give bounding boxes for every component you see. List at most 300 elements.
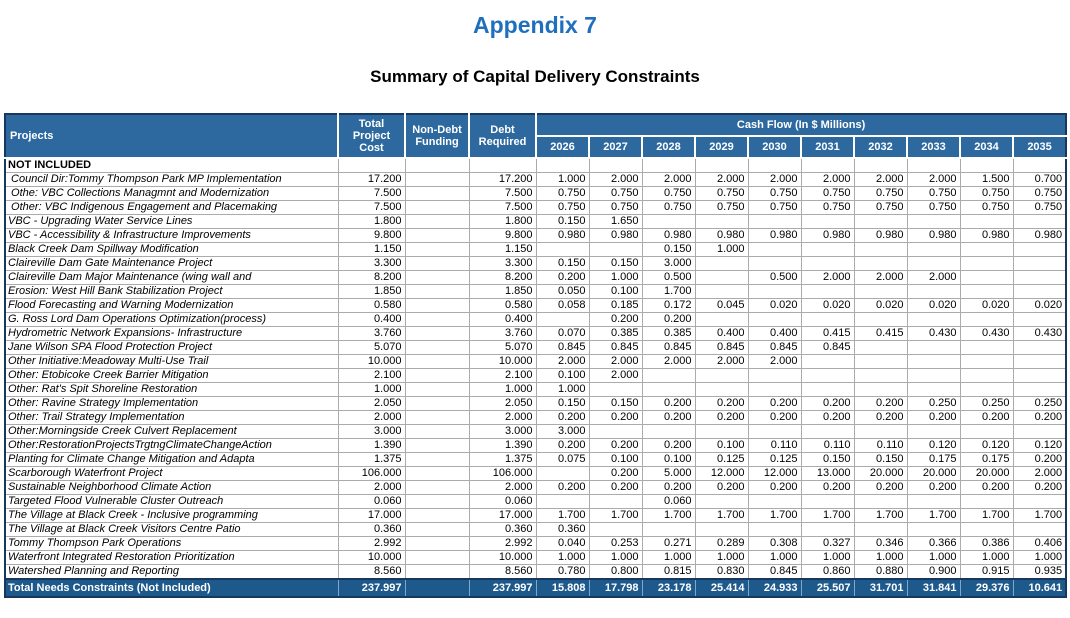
table-row xyxy=(5,243,1066,257)
col-header-projects: Projects xyxy=(5,114,338,158)
col-header-year: 2035 xyxy=(1013,136,1066,158)
table-row xyxy=(5,257,1066,271)
value-cell xyxy=(1013,215,1066,229)
value-cell xyxy=(960,383,1013,397)
project-name-cell: VBC - Upgrading Water Service Lines xyxy=(5,215,338,229)
value-cell xyxy=(405,509,469,523)
value-cell xyxy=(405,565,469,580)
value-cell: 0.750 xyxy=(695,201,748,215)
value-cell xyxy=(405,299,469,313)
value-cell xyxy=(469,158,536,173)
value-cell: 0.750 xyxy=(960,201,1013,215)
table-row xyxy=(5,495,1066,509)
value-cell xyxy=(1013,495,1066,509)
value-cell: 0.800 xyxy=(589,565,642,580)
value-cell xyxy=(907,495,960,509)
value-cell: 0.406 xyxy=(1013,537,1066,551)
value-cell: 3.760 xyxy=(338,327,405,341)
value-cell: 0.360 xyxy=(536,523,589,537)
value-cell xyxy=(536,495,589,509)
section-row xyxy=(5,158,1066,173)
value-cell: 1.375 xyxy=(469,453,536,467)
value-cell xyxy=(1013,243,1066,257)
value-cell xyxy=(854,355,907,369)
value-cell: 0.050 xyxy=(536,285,589,299)
value-cell xyxy=(854,383,907,397)
value-cell: 1.390 xyxy=(469,439,536,453)
value-cell: 0.040 xyxy=(536,537,589,551)
project-name-cell: Tommy Thompson Park Operations xyxy=(5,537,338,551)
value-cell: 20.000 xyxy=(960,467,1013,481)
value-cell xyxy=(1013,369,1066,383)
table-row xyxy=(5,369,1066,383)
value-cell xyxy=(907,523,960,537)
value-cell xyxy=(589,425,642,439)
value-cell xyxy=(854,243,907,257)
value-cell: 0.200 xyxy=(748,481,801,495)
value-cell xyxy=(589,523,642,537)
table-row xyxy=(5,173,1066,187)
table-row xyxy=(5,355,1066,369)
value-cell: 13.000 xyxy=(801,467,854,481)
value-cell xyxy=(854,341,907,355)
value-cell xyxy=(338,158,405,173)
value-cell: 31.701 xyxy=(854,579,907,597)
value-cell: 5.070 xyxy=(338,341,405,355)
value-cell xyxy=(405,271,469,285)
value-cell: 2.000 xyxy=(854,173,907,187)
value-cell: 0.415 xyxy=(801,327,854,341)
value-cell: 0.400 xyxy=(469,313,536,327)
value-cell: 0.125 xyxy=(695,453,748,467)
value-cell: 0.058 xyxy=(536,299,589,313)
value-cell: 0.200 xyxy=(589,313,642,327)
value-cell: 2.000 xyxy=(695,173,748,187)
value-cell xyxy=(405,313,469,327)
value-cell: 0.750 xyxy=(589,187,642,201)
value-cell xyxy=(748,369,801,383)
value-cell xyxy=(589,158,642,173)
value-cell: 237.997 xyxy=(338,579,405,597)
value-cell: 8.560 xyxy=(338,565,405,580)
col-header-year: 2028 xyxy=(642,136,695,158)
value-cell xyxy=(1013,313,1066,327)
value-cell: 0.580 xyxy=(469,299,536,313)
table-row xyxy=(5,467,1066,481)
value-cell: 17.798 xyxy=(589,579,642,597)
value-cell xyxy=(854,495,907,509)
value-cell: 0.253 xyxy=(589,537,642,551)
value-cell: 8.200 xyxy=(338,271,405,285)
table-body xyxy=(5,158,1066,579)
value-cell xyxy=(801,425,854,439)
value-cell: 0.750 xyxy=(907,201,960,215)
value-cell: 1.700 xyxy=(1013,509,1066,523)
value-cell xyxy=(405,158,469,173)
value-cell xyxy=(907,355,960,369)
value-cell xyxy=(907,243,960,257)
project-name-cell: Scarborough Waterfront Project xyxy=(5,467,338,481)
value-cell: 0.815 xyxy=(642,565,695,580)
value-cell: 0.980 xyxy=(642,229,695,243)
value-cell: 1.650 xyxy=(589,215,642,229)
value-cell: 0.100 xyxy=(642,453,695,467)
value-cell: 106.000 xyxy=(469,467,536,481)
value-cell xyxy=(405,551,469,565)
page-subtitle: Summary of Capital Delivery Constraints xyxy=(370,67,700,86)
table-row xyxy=(5,523,1066,537)
value-cell: 0.100 xyxy=(589,285,642,299)
value-cell xyxy=(695,313,748,327)
value-cell xyxy=(405,467,469,481)
project-name-cell: Erosion: West Hill Bank Stabilization Project xyxy=(5,285,338,299)
value-cell: 1.000 xyxy=(960,551,1013,565)
value-cell: 0.400 xyxy=(695,327,748,341)
value-cell: 0.915 xyxy=(960,565,1013,580)
table-row xyxy=(5,411,1066,425)
value-cell xyxy=(960,495,1013,509)
project-name-cell: Other:Morningside Creek Culvert Replacement xyxy=(5,425,338,439)
value-cell xyxy=(907,257,960,271)
project-name-cell: Claireville Dam Gate Maintenance Project xyxy=(5,257,338,271)
value-cell: 2.000 xyxy=(748,173,801,187)
value-cell: 1.375 xyxy=(338,453,405,467)
value-cell: 0.200 xyxy=(801,397,854,411)
value-cell: 0.150 xyxy=(854,453,907,467)
value-cell: 0.750 xyxy=(960,187,1013,201)
value-cell: 1.000 xyxy=(536,383,589,397)
value-cell: 0.200 xyxy=(589,481,642,495)
value-cell: 0.185 xyxy=(589,299,642,313)
value-cell: 0.020 xyxy=(907,299,960,313)
value-cell: 20.000 xyxy=(854,467,907,481)
project-name-cell: Other: Etobicoke Creek Barrier Mitigation xyxy=(5,369,338,383)
value-cell: 0.980 xyxy=(748,229,801,243)
value-cell: 0.845 xyxy=(642,341,695,355)
value-cell: 0.200 xyxy=(854,411,907,425)
value-cell: 0.200 xyxy=(536,481,589,495)
value-cell xyxy=(642,425,695,439)
value-cell xyxy=(405,257,469,271)
value-cell: 0.020 xyxy=(748,299,801,313)
value-cell: 1.700 xyxy=(536,509,589,523)
value-cell: 0.750 xyxy=(748,187,801,201)
value-cell xyxy=(536,313,589,327)
value-cell: 2.000 xyxy=(748,355,801,369)
value-cell xyxy=(907,425,960,439)
value-cell: 0.366 xyxy=(907,537,960,551)
value-cell xyxy=(1013,425,1066,439)
value-cell: 0.150 xyxy=(536,397,589,411)
value-cell: 2.000 xyxy=(801,173,854,187)
value-cell xyxy=(960,285,1013,299)
value-cell: 0.750 xyxy=(536,187,589,201)
table-row xyxy=(5,341,1066,355)
value-cell: 1.700 xyxy=(642,285,695,299)
value-cell: 0.150 xyxy=(589,397,642,411)
project-name-cell: Other: Rat's Spit Shoreline Restoration xyxy=(5,383,338,397)
table-row xyxy=(5,327,1066,341)
value-cell xyxy=(801,313,854,327)
value-cell xyxy=(405,341,469,355)
value-cell: 2.050 xyxy=(469,397,536,411)
value-cell: 2.000 xyxy=(338,411,405,425)
value-cell xyxy=(854,425,907,439)
table-row xyxy=(5,383,1066,397)
value-cell: 2.000 xyxy=(695,355,748,369)
value-cell xyxy=(960,158,1013,173)
value-cell: 0.070 xyxy=(536,327,589,341)
value-cell: 1.700 xyxy=(960,509,1013,523)
value-cell xyxy=(748,257,801,271)
project-name-cell: Jane Wilson SPA Flood Protection Project xyxy=(5,341,338,355)
table-row xyxy=(5,481,1066,495)
col-header-year: 2030 xyxy=(748,136,801,158)
value-cell xyxy=(907,158,960,173)
value-cell xyxy=(536,467,589,481)
col-header-year: 2027 xyxy=(589,136,642,158)
page-title: Appendix 7 xyxy=(473,12,597,38)
value-cell: 0.271 xyxy=(642,537,695,551)
value-cell xyxy=(1013,158,1066,173)
value-cell: 0.750 xyxy=(536,201,589,215)
value-cell: 0.935 xyxy=(1013,565,1066,580)
value-cell: 1.000 xyxy=(338,383,405,397)
value-cell: 0.750 xyxy=(854,201,907,215)
table-row xyxy=(5,313,1066,327)
value-cell xyxy=(907,215,960,229)
col-header-year: 2029 xyxy=(695,136,748,158)
project-name-cell: G. Ross Lord Dam Operations Optimization(process) xyxy=(5,313,338,327)
value-cell xyxy=(748,313,801,327)
value-cell: 0.200 xyxy=(695,411,748,425)
value-cell: 1.000 xyxy=(536,551,589,565)
table-row xyxy=(5,537,1066,551)
value-cell: 5.070 xyxy=(469,341,536,355)
value-cell xyxy=(960,313,1013,327)
value-cell xyxy=(405,411,469,425)
value-cell: 0.200 xyxy=(748,411,801,425)
value-cell xyxy=(1013,523,1066,537)
value-cell xyxy=(907,313,960,327)
col-header-year: 2026 xyxy=(536,136,589,158)
value-cell: 0.200 xyxy=(801,411,854,425)
value-cell xyxy=(405,481,469,495)
table-row xyxy=(5,509,1066,523)
value-cell: 0.120 xyxy=(1013,439,1066,453)
value-cell xyxy=(695,271,748,285)
project-name-cell: Other: Ravine Strategy Implementation xyxy=(5,397,338,411)
value-cell: 2.000 xyxy=(469,411,536,425)
value-cell xyxy=(907,341,960,355)
value-cell xyxy=(1013,355,1066,369)
value-cell xyxy=(695,523,748,537)
value-cell: 0.172 xyxy=(642,299,695,313)
value-cell: 0.385 xyxy=(642,327,695,341)
table-row xyxy=(5,551,1066,565)
value-cell xyxy=(748,523,801,537)
value-cell: 0.060 xyxy=(338,495,405,509)
value-cell xyxy=(642,523,695,537)
value-cell: 1.000 xyxy=(907,551,960,565)
value-cell: 0.900 xyxy=(907,565,960,580)
value-cell xyxy=(907,383,960,397)
table-row xyxy=(5,229,1066,243)
value-cell: 0.020 xyxy=(1013,299,1066,313)
value-cell xyxy=(854,523,907,537)
value-cell xyxy=(1013,383,1066,397)
value-cell xyxy=(801,285,854,299)
value-cell: 0.110 xyxy=(801,439,854,453)
value-cell xyxy=(801,523,854,537)
value-cell xyxy=(748,425,801,439)
col-header-debt-required: Debt Required xyxy=(469,114,536,158)
value-cell: 0.200 xyxy=(695,397,748,411)
value-cell: 0.860 xyxy=(801,565,854,580)
value-cell: 0.845 xyxy=(748,565,801,580)
value-cell: 0.045 xyxy=(695,299,748,313)
value-cell: 0.200 xyxy=(642,411,695,425)
value-cell: 24.933 xyxy=(748,579,801,597)
value-cell: 0.060 xyxy=(469,495,536,509)
value-cell xyxy=(960,243,1013,257)
value-cell xyxy=(748,383,801,397)
value-cell: 1.800 xyxy=(469,215,536,229)
value-cell: 0.020 xyxy=(960,299,1013,313)
value-cell: 2.992 xyxy=(338,537,405,551)
value-cell: 7.500 xyxy=(469,201,536,215)
value-cell xyxy=(695,383,748,397)
value-cell: 1.700 xyxy=(801,509,854,523)
value-cell: 31.841 xyxy=(907,579,960,597)
value-cell: 0.200 xyxy=(960,481,1013,495)
value-cell: 0.980 xyxy=(960,229,1013,243)
value-cell xyxy=(405,383,469,397)
value-cell xyxy=(405,537,469,551)
value-cell: 0.200 xyxy=(536,271,589,285)
project-name-cell: Targeted Flood Vulnerable Cluster Outreach xyxy=(5,495,338,509)
value-cell: 2.000 xyxy=(589,369,642,383)
value-cell: 2.100 xyxy=(338,369,405,383)
value-cell xyxy=(695,158,748,173)
value-cell: 1.000 xyxy=(748,551,801,565)
project-name-cell: Other: VBC Indigenous Engagement and Placemaking xyxy=(5,201,338,215)
value-cell: 0.385 xyxy=(589,327,642,341)
value-cell xyxy=(405,397,469,411)
value-cell: 0.200 xyxy=(960,411,1013,425)
value-cell: 0.075 xyxy=(536,453,589,467)
project-name-cell: Watershed Planning and Reporting xyxy=(5,565,338,580)
value-cell: 0.580 xyxy=(338,299,405,313)
project-name-cell: Sustainable Neighborhood Climate Action xyxy=(5,481,338,495)
table-row xyxy=(5,397,1066,411)
value-cell: 0.020 xyxy=(801,299,854,313)
value-cell: 0.175 xyxy=(907,453,960,467)
value-cell: 0.120 xyxy=(960,439,1013,453)
value-cell: 2.000 xyxy=(469,481,536,495)
value-cell: 0.200 xyxy=(854,397,907,411)
value-cell xyxy=(960,341,1013,355)
value-cell: 25.414 xyxy=(695,579,748,597)
value-cell xyxy=(405,243,469,257)
value-cell: 0.200 xyxy=(907,481,960,495)
value-cell: 0.150 xyxy=(801,453,854,467)
value-cell: 2.992 xyxy=(469,537,536,551)
value-cell: 0.200 xyxy=(642,481,695,495)
value-cell xyxy=(1013,341,1066,355)
value-cell xyxy=(405,327,469,341)
value-cell xyxy=(536,243,589,257)
value-cell: 23.178 xyxy=(642,579,695,597)
value-cell xyxy=(405,453,469,467)
col-header-total-project-cost: Total Project Cost xyxy=(338,114,405,158)
value-cell: 1.850 xyxy=(338,285,405,299)
project-name-cell: VBC - Accessibility & Infrastructure Improvements xyxy=(5,229,338,243)
value-cell: 0.750 xyxy=(801,201,854,215)
value-cell: 1.000 xyxy=(642,551,695,565)
value-cell: 2.050 xyxy=(338,397,405,411)
main-header-row xyxy=(5,114,1066,136)
value-cell xyxy=(854,285,907,299)
value-cell: 0.150 xyxy=(536,215,589,229)
value-cell: 0.415 xyxy=(854,327,907,341)
value-cell: 10.641 xyxy=(1013,579,1066,597)
value-cell: 0.250 xyxy=(1013,397,1066,411)
value-cell: 0.980 xyxy=(536,229,589,243)
value-cell: 106.000 xyxy=(338,467,405,481)
value-cell: 0.830 xyxy=(695,565,748,580)
value-cell: 8.560 xyxy=(469,565,536,580)
table-row xyxy=(5,565,1066,580)
value-cell: 2.000 xyxy=(589,355,642,369)
value-cell: 1.500 xyxy=(960,173,1013,187)
value-cell: 1.800 xyxy=(338,215,405,229)
value-cell: 0.200 xyxy=(589,439,642,453)
value-cell: 17.200 xyxy=(469,173,536,187)
value-cell xyxy=(960,271,1013,285)
table-row xyxy=(5,285,1066,299)
value-cell: 0.400 xyxy=(338,313,405,327)
value-cell: 29.376 xyxy=(960,579,1013,597)
value-cell: 1.700 xyxy=(907,509,960,523)
value-cell: 2.000 xyxy=(907,271,960,285)
value-cell: 0.200 xyxy=(748,397,801,411)
value-cell: 0.346 xyxy=(854,537,907,551)
value-cell xyxy=(695,369,748,383)
value-cell xyxy=(960,425,1013,439)
value-cell: 0.750 xyxy=(642,187,695,201)
value-cell: 0.980 xyxy=(589,229,642,243)
value-cell xyxy=(695,285,748,299)
value-cell xyxy=(960,369,1013,383)
value-cell xyxy=(405,187,469,201)
value-cell: 0.125 xyxy=(748,453,801,467)
value-cell: 3.000 xyxy=(642,257,695,271)
project-name-cell: Planting for Climate Change Mitigation and Adapta xyxy=(5,453,338,467)
value-cell: 0.845 xyxy=(536,341,589,355)
value-cell: 17.000 xyxy=(469,509,536,523)
value-cell: 10.000 xyxy=(338,355,405,369)
col-header-year: 2033 xyxy=(907,136,960,158)
value-cell: 1.700 xyxy=(589,509,642,523)
value-cell xyxy=(405,523,469,537)
value-cell xyxy=(960,355,1013,369)
value-cell: 0.980 xyxy=(695,229,748,243)
value-cell: 25.507 xyxy=(801,579,854,597)
value-cell: 3.000 xyxy=(536,425,589,439)
value-cell xyxy=(801,355,854,369)
value-cell xyxy=(801,158,854,173)
